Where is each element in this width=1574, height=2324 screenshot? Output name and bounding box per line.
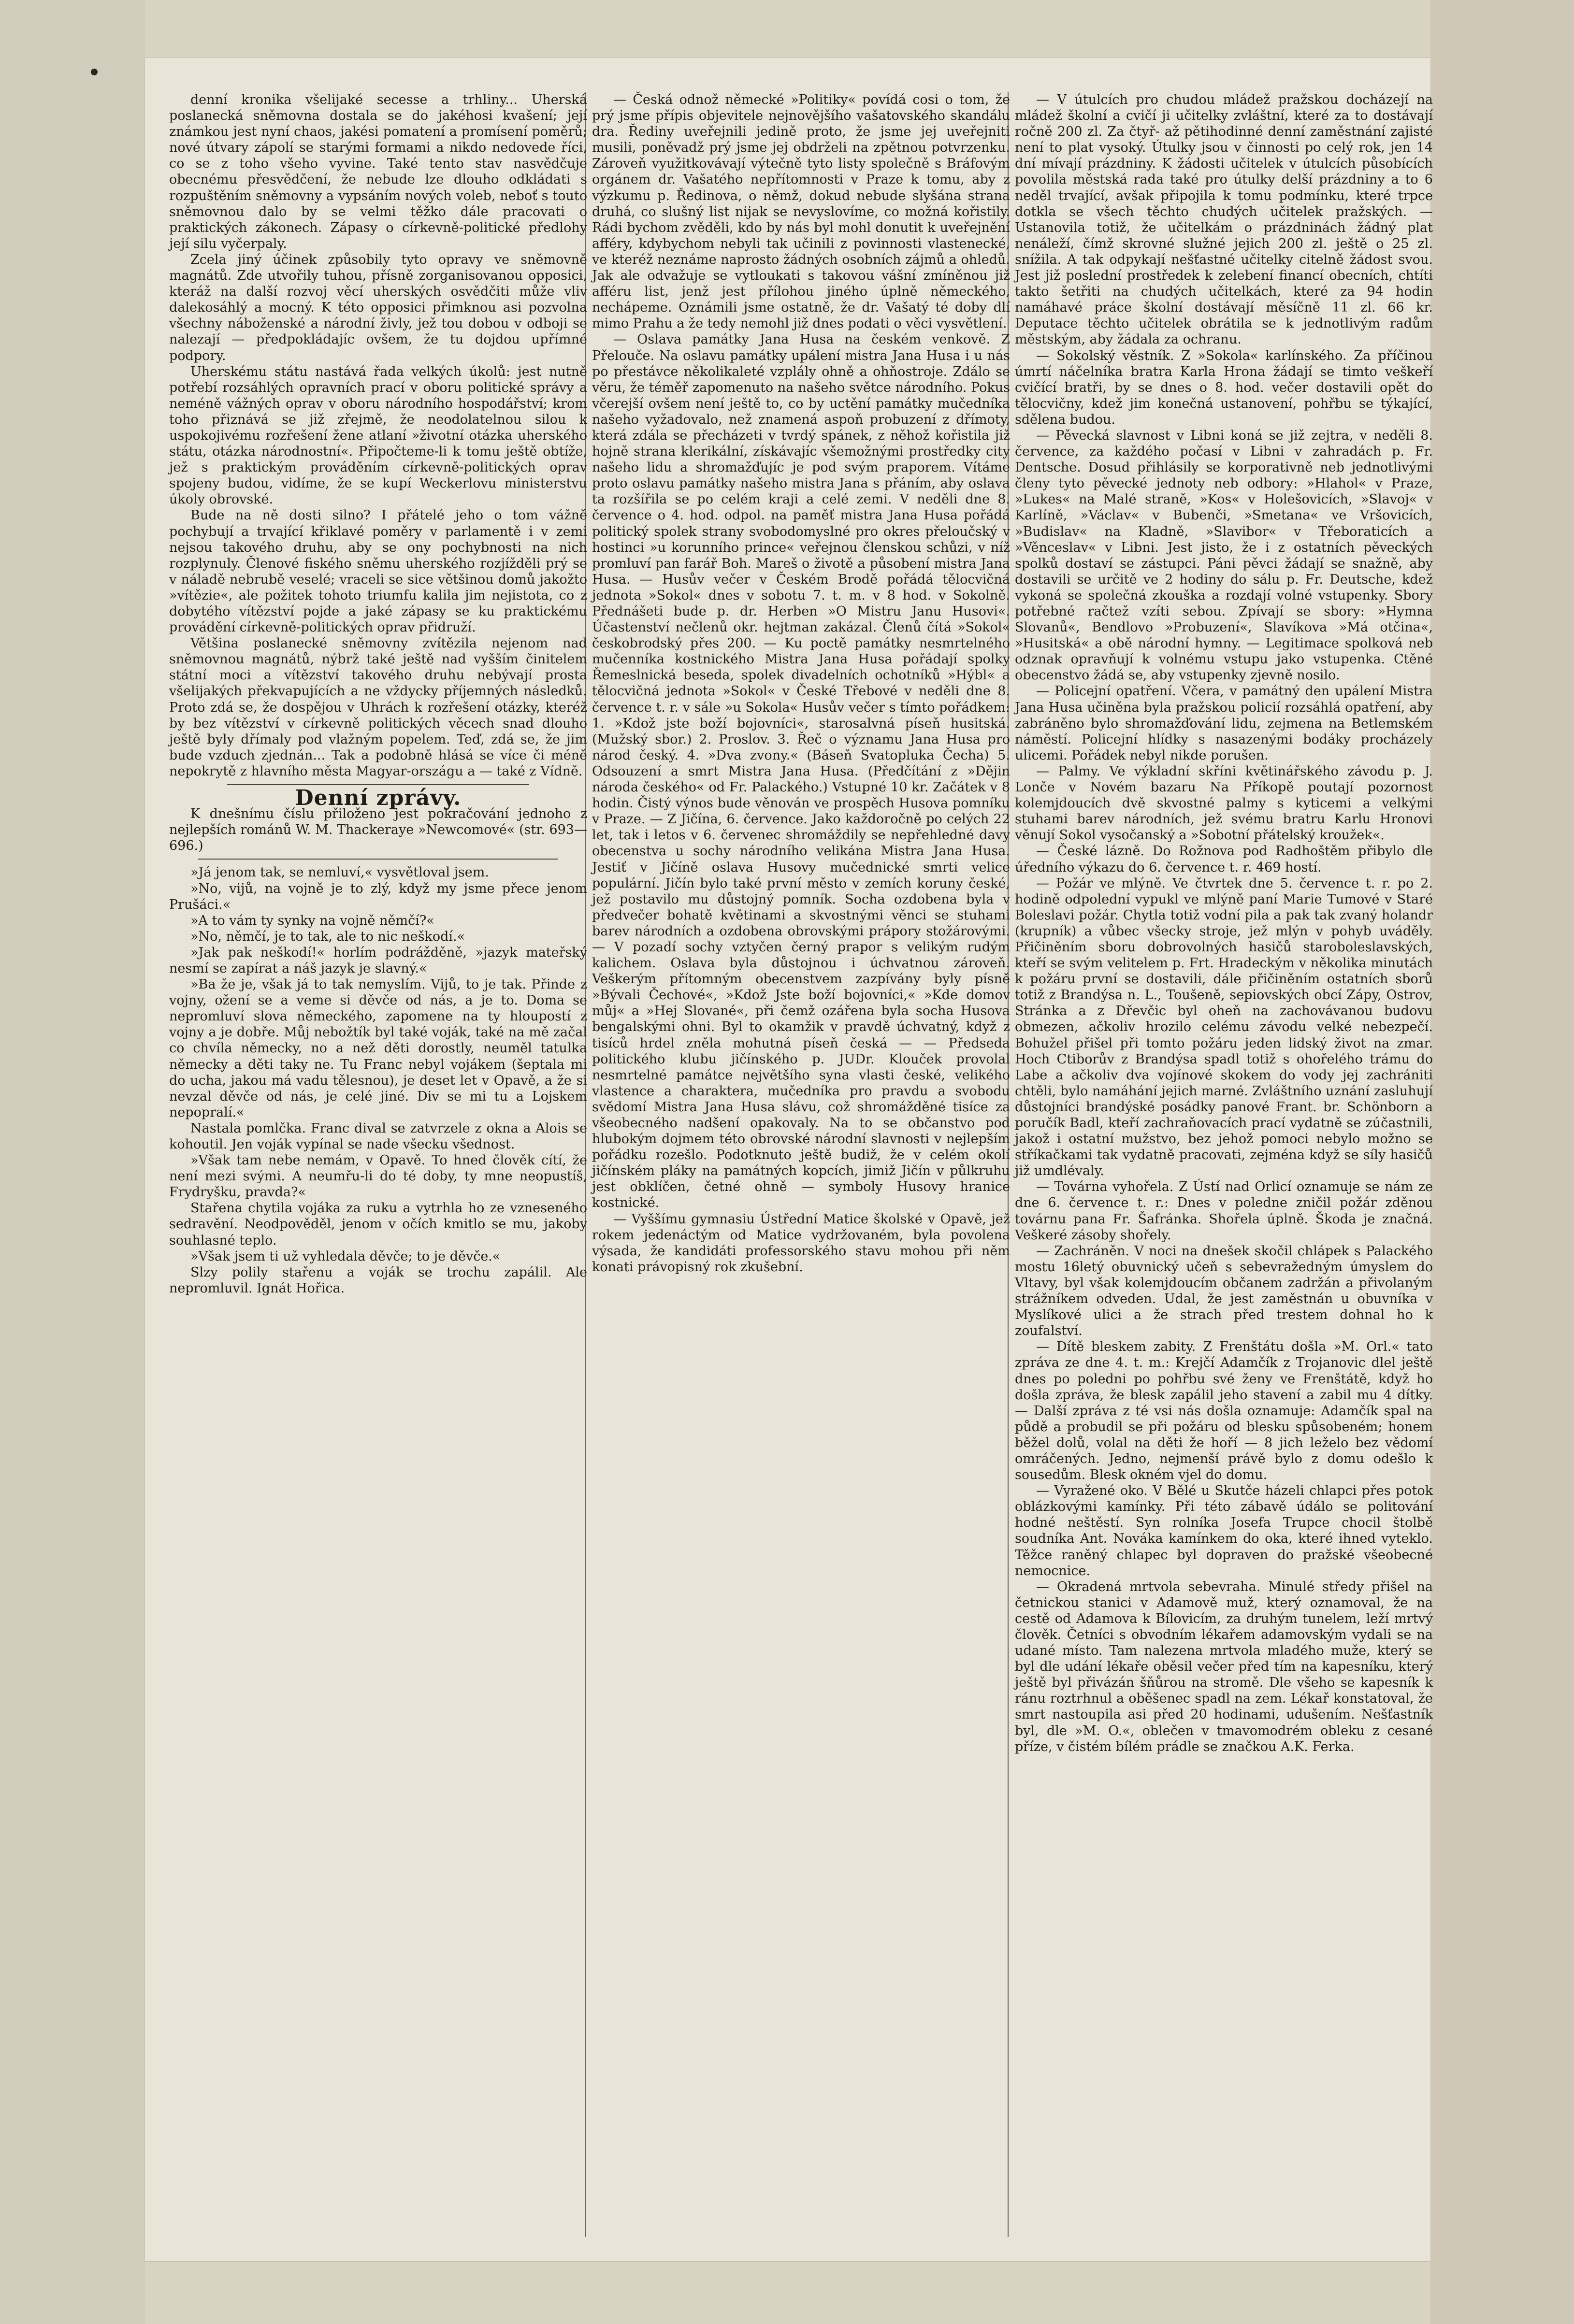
scan-margin-left: [0, 0, 145, 2324]
story-paragraph: »No, němčí, je to tak, ale to nic neškodí.«: [190, 929, 465, 944]
news-item: — Pěvecká slavnost v Libni koná se již zejtra, v neděli 8. července, za každého počasí v Libni v zahradách p. Fr. Dentsche. Dosud přihlásily se korporativně neb jednotlivými členy tyto pěvecké jednoty neb odbory: »Hlahol« v Praze, »Lukes« na Malé straně, »Kos« v Holešovicích, »Slavoj« v Karlíně, »Václav« v Bubenči, »Smetana« ve Vršovicích, »Budislav« na Kladně, »Slavibor« v Třeboraticích a »Věnceslav« v Libni. Jest jisto, že i z ostatních pěveckých spolků dostaví se zástupci. Páni pěvci žádají se snažně, aby dostavili se určitě ve 2 hodiny do sálu p. Fr. Deutsche, kdež vykoná se společná zkouška a rozdají volné vstupenky. Sbory potřebné račtež vzíti sebou. Zpívají se sbory: »Hymna Slovanů«, Bendlovo »Probuzení«, Slavíkova »Má otčina«, »Husitská« a obě národní hymny. — Legitimace spolková neb odznak opravňují k volnému vstupu jako vstupenka. Ctěné obecenstvo žádá se, aby vstupenky zjevně nosilo.: [1015, 428, 1433, 683]
section-divider: [227, 784, 529, 785]
news-item: — Vyššímu gymnasiu Ústřední Matice školské v Opavě, jež rokem jedenáctým od Matice vydržovaném, byla povolena výsada, že kandidáti professorského stavu mohou při něm konati právopisný rok zkušební.: [592, 1211, 1010, 1275]
story-paragraph: Slzy polily stařenu a voják se trochu zapálil. Ale nepromluvil. Ignát Hořica.: [169, 1264, 587, 1296]
news-item: — Dítě bleskem zabity. Z Frenštátu došla »M. Orl.« tato zpráva ze dne 4. t. m.: Krejčí Adamčík z Trojanovic dlel ještě dnes po poledni po pohřbu své ženy ve Frenštátě, když ho došla zpráva, že blesk zapálil jeho stavení a zabil mu 4 dítky. — Další zpráva z té vsi nás došla oznamuje: Adamčík spal na půdě a probudil se při požáru od blesku spůsobeném; honem běžel dolů, volal na děti že hoří — 8 jich leželo bez vědomí omráčených. Jedno, nejmenší právě bylo z domu odešlo k sousedům. Blesk okném vjel do domu.: [1015, 1339, 1433, 1483]
news-item: — V útulcích pro chudou mládež pražskou docházejí na mládež školní a cvičí ji učitelky zvláštní, které za to dostávají ročně 200 zl. Za čtyř- až pětihodinné denní zaměstnání zajisté není to plat vysoký. Útulky jsou v činnosti po celý rok, jen 14 dní mívají prázdniny. K žádosti učitelek v útulcích působících povolila městská rada také pro útulky delší prázdniny a to 6 neděl trvající, avšak připojila k tomu podmínku, které trpce dotkla se všech těchto chudých učitelek pražských. — Ustanovila totiž, že učitelkám o prázdninách žádný plat nenáleží, čímž skrovné služné jejich 200 zl. ještě o 25 zl. snížila. A tak odpykají nešťastné učitelky citelně žádost svou. Jest již poslední prostředek k zelebení financí obecních, chtíti takto šetřiti na chudých učitelkách, které za 94 hodin namáhavé práce školní dostávají měsíčně 11 zl. 66 kr. Deputace těchto učitelek obrátila se k jednotlivým radům městským, aby žádala za ochranu.: [1015, 92, 1433, 347]
newspaper-page: [145, 58, 1433, 2261]
news-item: — Požár ve mlýně. Ve čtvrtek dne 5. července t. r. po 2. hodině odpolední vypukl ve mlýně paní Marie Tumové v Staré Boleslavi požár. Chytla totiž vodní pila a pak tak zvaný holandr (krupník) a vůbec všecky stroje, jež mlýn v pohyb uváděly. Přičiněním sboru dobrovolných hasičů staroboleslavských, kteří se svým velitelem p. Frt. Hradeckým v několika minutách k požáru první se dostavili, dále přičiněním ostatních sborů totiž z Brandýsa n. L., Toušeně, sepiovských obcí Zápy, Ostrov, Stránka a z Dřevčic byl oheň na zachovávanou budovu obmezen, ačkoliv hrozilo celému závodu velké nebezpečí. Bohužel přišel při tomto požáru jeden lidský život na zmar. Hoch Ctiborův z Brandýsa spadl totiž s ohořelého trámu do Labe a ačkoliv dva vojínové skokem do vody jej zachrániti chtěli, bylo namáhání jejich marné. Zvláštního uznání zasluhují důstojníci brandýské posádky panové Frant. br. Schönborn a poručík Badl, kteří zachraňovacích prací vydatně se zúčastnili, jakož i ostatní mužstvo, bez jehož pomoci nebylo možno se stříkačkami tak vydatně pracovati, zejména když se síly hasičů již umdlévaly.: [1015, 875, 1433, 1179]
news-item: — České lázně. Do Rožnova pod Radhoštěm přibylo dle úředního výkazu do 6. července t. r. 469 hostí.: [1015, 844, 1433, 875]
story-paragraph: »A to vám ty synky na vojně němčí?«: [190, 913, 434, 928]
scan-margin-right: [1430, 0, 1574, 2324]
binding-hole: [91, 69, 98, 75]
story-paragraph: »Já jenom tak, se nemluví,« vysvětloval jsem.: [190, 865, 489, 880]
article-paragraph: Uherskému státu nastává řada velkých úkolů: jest nutně potřebí rozsáhlých opravních prací v oboru politické správy a neméně vážných oprav v oboru národního hospodářství; krom toho přiznává se již zřejmě, že neodolatelnou silou k uspokojivému rozřešení žene atlaní »životní otázka uherského státu, otázka národnostní«. Připočteme-li k tomu ještě obtíže, jež s praktickým prováděním církevně-politických oprav spojeny budou, vidíme, že se kupí Weckerlovu ministerstvu úkoly obrovské.: [169, 364, 587, 507]
section-divider: [198, 859, 558, 860]
article-paragraph: Zcela jiný účinek způsobily tyto opravy ve sněmovně magnátů. Zde utvořily tuhou, přísně zorganisovanou opposici, kteráž na další rozvoj věcí uherských osvědčiti může vliv dalekosáhlý a mocný. K této opposici přimknou asi pozvolna všechny náboženské a národní živly, jež tou dobou v odboji se nalezají — předpokládajíc ovšem, že tu dojdou upřímné podpory.: [169, 252, 587, 363]
section-heading: Denní zprávy.: [295, 786, 462, 811]
news-item: — Vyražené oko. V Bělé u Skutče házeli chlapci přes potok oblázkovými kamínky. Při této zábavě údálo se politování hodné neštěstí. Syn rolníka Josefa Trupce chocil štolbě soudníka Ant. Nováka kamínkem do oka, které ihned vyteklo. Těžce raněný chlapec byl dopraven do pražské všeobecné nemocnice.: [1015, 1483, 1433, 1578]
article-paragraph: Bude na ně dosti silno? I přátelé jeho o tom vážně pochybují a trvající křiklavé poměry v parlamentě i v zemi nejsou takového druhu, aby se ony pochybnosti na nich rozplynuly. Členové fiského sněmu uherského rozjížděli prý se v náladě nebrubě veselé; vraceli se sice většinou domů jakožto »vítězie«, ale požitek tohoto triumfu kalila jim nejistota, co z dobytého vítězství pojde a jaké zápasy se ku praktickému provádění církevně-politických oprav přidruží.: [169, 508, 587, 635]
news-item: — Policejní opatření. Včera, v památný den upálení Mistra Jana Husa učiněna byla pražskou policií rozsáhlá opatření, aby zabráněno bylo shromažďování lidu, zejmena na Betlemském náměstí. Policejní hlídky s nasazenými bodáky procházely ulicemi. Pořádek nebyl nikde porušen.: [1015, 684, 1433, 763]
column-right: [1015, 92, 1433, 1755]
news-item: — Sokolský věstník. Z »Sokola« karlínského. Za příčinou úmrtí náčelníka bratra Karla Hrona žádají se timto veškeří cvičící bratři, by se dnes o 8. hod. večer dostavili opět do tělocvičny, kdež jim konečná ustanovení, pohřbu se týkající, sdělena budou.: [1015, 348, 1433, 427]
story-paragraph: »Jak pak neškodí!« horlím podrážděně, »jazyk mateřský nesmí se zapírat a náš jazyk je slavný.«: [169, 945, 587, 976]
article-paragraph: Většina poslanecké sněmovny zvítězila nejenom nad sněmovnou magnátů, nýbrž také ještě nad vyšším činitelem státní moci a vítězství takového druhu nebývají prosta všelijakých překvapujících a ne vždycky příjemných následků. Proto zdá se, že dospějou v Uhrách k rozřešení otázky, kteréž by bez vítězství v církevně politických věcech snad dlouho ještě byly dřímaly pod vlažným popelem. Teď, zdá se, že jim bude vzduch zjednán... Tak a podobně hlásá se více či méně nepokrytě z hlavního města Magyar-országu a — také z Vídně.: [169, 636, 587, 779]
column-left: [169, 92, 587, 1296]
news-item: — Palmy. Ve výkladní skříni květinářského závodu p. J. Lonče v Novém bazaru Na Příkopě poutají pozornost kolemjdoucích dvě skvostné palmy s kyticemi a velkými stuhami barev národních, jež svému bratru Karlu Hronovi věnují Sokol vysočanský a »Sobotní přátelský kroužek«.: [1015, 763, 1433, 843]
story-paragraph: »Však tam nebe nemám, v Opavě. To hned člověk cítí, že není mezi svými. A neumřu-li do té doby, ty mne neopustíš, Frydryšku, pravda?«: [169, 1153, 587, 1200]
notice-paragraph: K dnešnímu číslu přiloženo jest pokračování jednoho z nejlepších románů W. M. Thackeraye »Newcomové« (str. 693—696.): [169, 806, 587, 854]
story-paragraph: Stařena chytila vojáka za ruku a vytrhla ho ze vzneseného sedravění. Neodpověděl, jenom v očích kmitlo se mu, jakoby souhlasné teplo.: [169, 1201, 587, 1248]
news-item: — Továrna vyhořela. Z Ústí nad Orlicí oznamuje se nám ze dne 6. července t. r.: Dnes v poledne zničil požár zděnou továrnu pana Fr. Šafránka. Shořela úplně. Škoda je značná. Veškeré zásoby shořely.: [1015, 1179, 1433, 1243]
column-middle: [592, 92, 1010, 1275]
news-item: — Zachráněn. V noci na dnešek skočil chlápek s Palackého mostu 16letý obuvnický učeň s sebevražedným úmyslem do Vltavy, byl však kolemjdoucím občanem zadržán a přivolaným strážníkem odveden. Udal, že jest zaměstnán u obuvníka v Myslíkové ulici a že strach před trestem dohnal ho k zoufalství.: [1015, 1243, 1433, 1339]
story-paragraph: »Ba že je, však já to tak nemyslím. Vijů, to je tak. Přinde z vojny, ožení se a veme si děvče od nás, a je to. Doma se nepromluví slova německého, zapomene na ty hloupostí z vojny a je dobře. Můj nebožtík byl také voják, také na mě začal co chvíla německy, no a než děti dorostly, neuměl tatulka německy a děti taky ne. Tu Franc nebyl vojákem (šeptala mi do ucha, jakou má vadu tělesnou), je deset let v Opavě, a že si nevzal děvče od nás, je celé jiné. Div se mi tu a Lojskem nepopralí.«: [169, 977, 587, 1120]
news-item: — Oslava památky Jana Husa na českém venkově. Z Přelouče. Na oslavu památky upálení mistra Jana Husa i u nás po přestávce několikaleté vzplály ohně a ohňostroje. Zdálo se věru, že téměř zapomenuto na našeho světce národního. Pokus včerejší ovšem není ještě to, co by uctění památky mučedníka našeho vyžadovalo, než znamená aspoň probuzení z dřímoty, která zdála se přecházeti v tvrdý spánek, z něhož kořistila již hojně strana klerikální, získávajíc všemožnými prostředky city našeho lidu a shromažďujíc je pod svým praporem. Vítáme proto oslavu památky našeho mistra Jana s přáním, aby oslava ta rozšířila se po celém kraji a celé zemi. V neděli dne 8. července o 4. hod. odpol. na paměť mistra Jana Husa pořádá politický spolek strany svobodomyslné pro okres přeloučský v hostinci »u korunního prince« veřejnou členskou schůzi, v níž promluví pan farář Boh. Mareš o životě a působení mistra Jana Husa. — Husův večer v Českém Brodě pořádá tělocvičná jednota »Sokol« dnes v sobotu 7. t. m. v 8 hod. v Sokolně. Přednášeti bude p. dr. Herben »O Mistru Janu Husovi«. Účastenství nečlenů okr. hejtman zakázal. Členů čítá »Sokol« českobrodský přes 200. — Ku poctě památky nesmrtelného mučenníka kostnického Mistra Jana Husa pořádají spolky Řemeslnická beseda, spolek divadelních ochotníků »Hýbl« a tělocvičná jednota »Sokol« v České Třebové v neděli dne 8. července t. r. v sále »u Sokola« Husův večer s tímto pořádkem: 1. »Kdož jste boží bojovníci«, starosalvná píseň husitská. (Mužský sbor.) 2. Proslov. 3. Řeč o významu Jana Husa pro národ český. 4. »Dva zvony.« (Báseň Svatopluka Čecha) 5. Odsouzení a smrt Mistra Jana Husa. (Předčítání z »Dějin národa českého« od Fr. Palackého.) Vstupné 10 kr. Začátek v 8 hodin. Čistý výnos bude věnován ve prospěch Husova pomníku v Praze. — Z Jičína, 6. července. Jako každoročně po celých 22 let, tak i letos v 6. červenec shromáždily se nepřehledné davy obecenstva u sochy národního velikána Mistra Jana Husa. Jestiť v Jičíně oslava Husovy mučednické smrti velice populární. Jičín bylo také první město v zemích koruny české, jež postavilo mu důstojný pomník. Socha ozdobena byla v předvečer bohatě květinami a skvostnými věnci se stuhami barev národních a ozdobena obrovskými prápory stožárovými. — V pozadí sochy vztyčen černý prapor s velikým rudým kalichem. Oslava byla důstojnou i úchvatnou zároveň. Veškerým přítomným obecenstvem zazpívány byly písně »Bývali Čechové«, »Kdož Jste boží bojovníci,« »Kde domov můj« a »Hej Slované«, při čemž ozářena byla socha Husova bengalskými ohni. Byl to okamžik v pravdě úchvatný, když z tisíců hrdel zněla mohutná píseň česká — — Předseda politického klubu jičínského p. JUDr. Klouček provolal nesmrtelné památce největšího syna vlasti české, velikého vlastence a charaktera, mučedníka pro pravdu a svobodu svědomí Mistra Jana Husa slávu, což shromážděné tisíce za všeobecného nadšení opakovaly. Na to se občanstvo pod hlubokým dojmem této obrovské národní slavnosti v nejlepším pořádku rozešlo. Podotknuto ještě budiž, že v celém okolí jičínském pláky na památných kopcích, jimiž Jičín v půlkruhu jest obklíčen, četné ohně — symboly Husovy hranice kostnické.: [592, 332, 1010, 1211]
story-paragraph: »No, vijů, na vojně je to zlý, když my jsme přece jenom Prušáci.«: [169, 881, 587, 912]
story-paragraph: Nastala pomlčka. Franc dival se zatvrzele z okna a Alois se kohoutil. Jen voják vypínal se nade všecku všednost.: [169, 1120, 587, 1152]
article-paragraph: denní kronika všelijaké secesse a trhliny... Uherská poslanecká sněmovna dostala se do jakéhosi kvašení; její známkou jest nyní chaos, jakési pomatení a promísení poměrů; nové útvary zápolí se starými formami a nikdo nedovede říci, co se z toho všeho vyvine. Také tento stav nasvědčuje obecnému přesvědčení, že nebude lze dlouho odkládati s rozpuštěním sněmovny a vypsáním nových voleb, neboť s touto sněmovnou dalo by se velmi těžko dále pracovati o praktických zákonech. Zápasy o církevně-politické předlohy její silu vyčerpaly.: [169, 92, 587, 251]
story-paragraph: »Však jsem ti už vyhledala děvče; to je děvče.«: [190, 1248, 501, 1264]
news-item: — Okradená mrtvola sebevraha. Minulé středy přišel na četnickou stanici v Adamově muž, který oznamoval, že na cestě od Adamova k Bílovicím, za druhým tunelem, leží mrtvý člověk. Četníci s obvodním lékařem adamovským vydali se na udané místo. Tam nalezena mrtvola mladého muže, který se byl dle udání lékaře oběsil večer před tím na kapesníku, který ještě byl přivázán šňůrou na stromě. Dle všeho se kapesník k ránu roztrhnul a oběšenec spadl na zem. Lékař konstatoval, že smrt nastoupila asi před 20 hodinami, udušením. Nešťastník byl, dle »M. O.«, oblečen v tmavomodrém obleku z cesané příze, v čistém bílém prádle se značkou A.K. Ferka.: [1015, 1579, 1433, 1754]
news-item: — Česká odnož německé »Politiky« povídá cosi o tom, že prý jsme přípis objevitele nejnovějšího vašatovského skandálu dra. Řediny uveřejnili jedině proto, že jsme jej uveřejniti musili, poněvadž prý jsme jej obdrželi na zpětnou potvrzenku. Zároveň využitkovávají výtečně tyto listy společně s Bráfovým orgánem dr. Vašatého nepřítomnosti v Praze k tomu, aby z výzkumu p. Ředinova, o němž, dokud nebude slyšána strana druhá, co slušný list nijak se nevyslovíme, co možná kořistily. Rádi bychom zvěděli, kdo by nás byl mohl donutit k uveřejnění afféry, kdybychom nebyli tak učinili z povinnosti vlastenecké, ve kteréž neznáme naprosto žádných osobních zájmů a ohledů. Jak ale odvažuje se vytloukati s takovou vášní zmíněnou již afféru list, jenž jest přílohou jiného úplně německého, nechápeme. Oznámili jsme ostatně, že dr. Vašatý té doby dlí mimo Prahu a že tedy nemohl již dnes podati o věci vysvětlení.: [592, 92, 1010, 331]
